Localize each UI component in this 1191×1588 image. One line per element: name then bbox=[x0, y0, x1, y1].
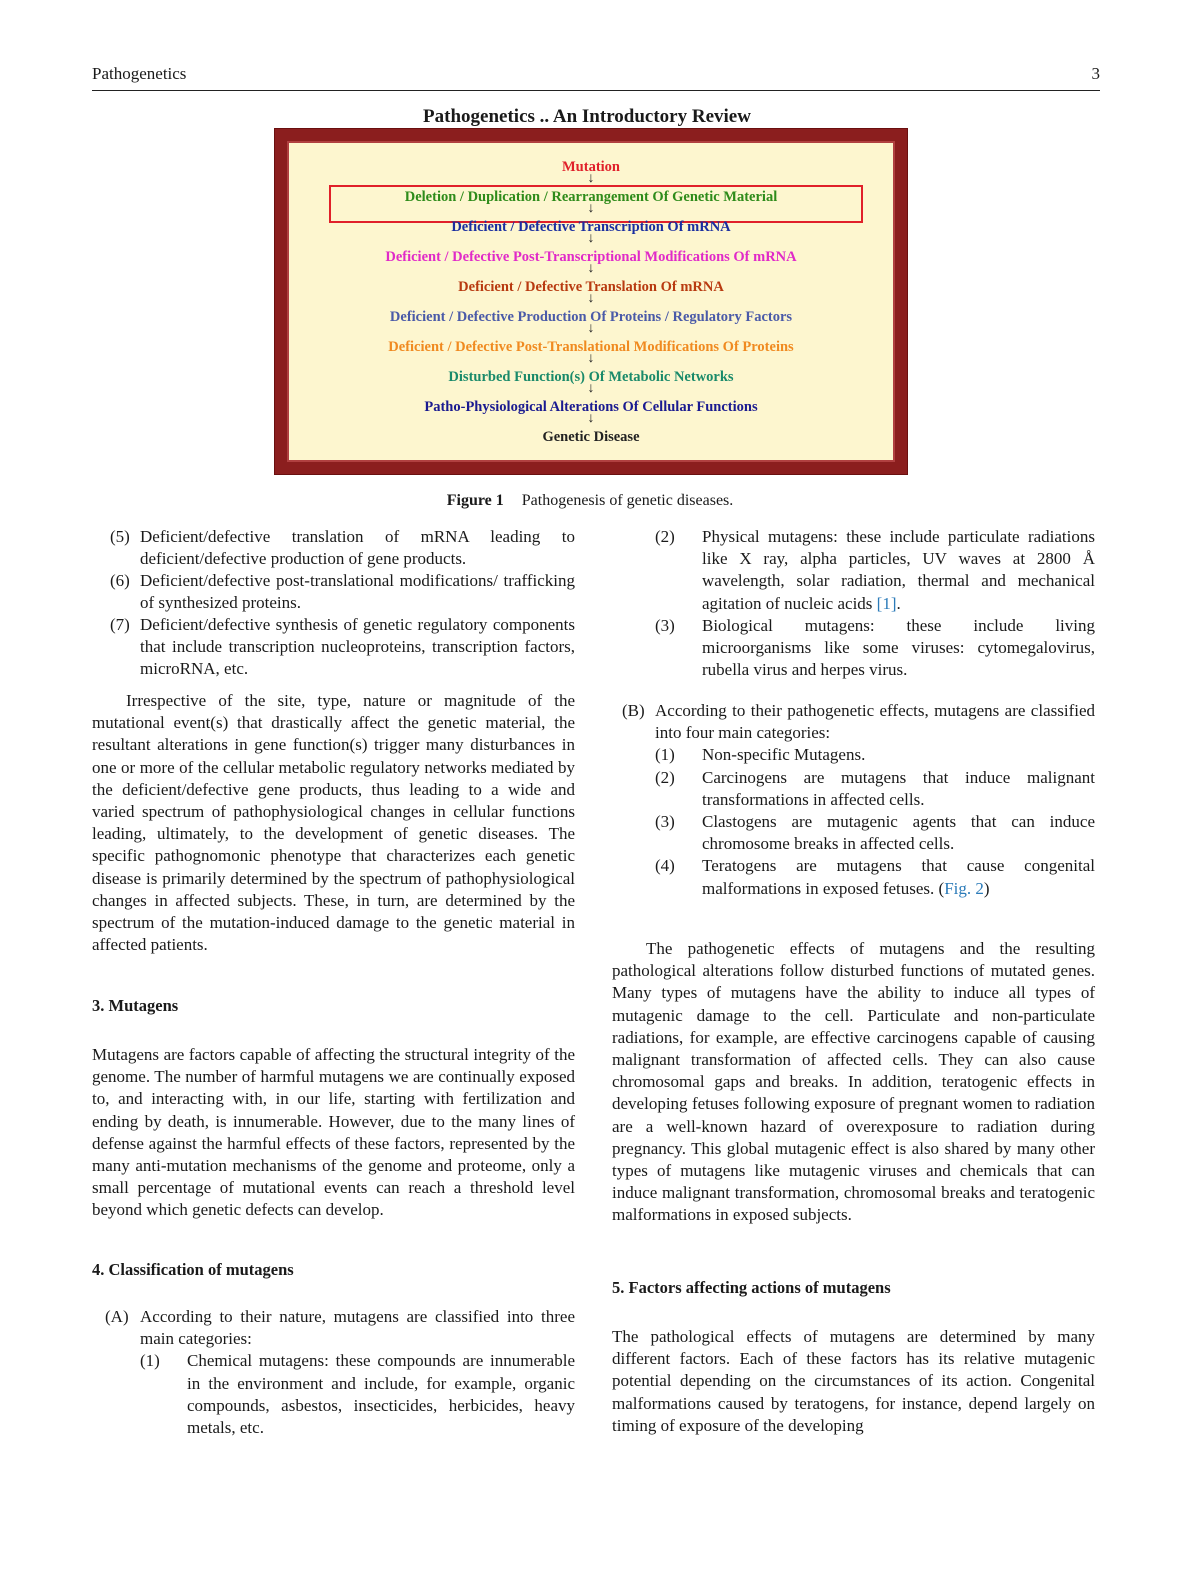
group-b-item-text: Non-specific Mutagens. bbox=[702, 745, 866, 765]
figure-flowchart bbox=[275, 129, 907, 474]
group-b-item bbox=[655, 811, 1095, 855]
item-tail: ) bbox=[983, 878, 990, 898]
section-3-text: Mutagens are factors capable of affecting the structural integrity of the genome. The number of harmful mutagens we are continually exposed to, and interacting with, in our life, starting with fertilization and ending by death, is innumerable. However, due to the many lines of defense against the harmful effects of these factors, represented by the many anti-mutation mechanisms of the genome and proteome, only a small percentage of mutational events can reach a threshold level beyond which genetic defects can develop. bbox=[92, 1045, 575, 1220]
list-item-label: (7) bbox=[110, 615, 130, 634]
running-title: Pathogenetics bbox=[92, 64, 187, 83]
page-number: 3 bbox=[1091, 64, 1100, 83]
item-tail: . bbox=[896, 593, 901, 613]
flow-step: Genetic Disease bbox=[542, 429, 640, 445]
group-b-item bbox=[655, 744, 1095, 766]
flow-step: Deficient / Defective Transcription Of mRNA bbox=[451, 219, 731, 235]
list-item-label: (6) bbox=[110, 571, 130, 590]
flow-step: Patho-Physiological Alterations Of Cellular Functions bbox=[424, 399, 758, 415]
section-heading-factors: 5. Factors affecting actions of mutagens bbox=[612, 1278, 891, 1297]
down-arrow-icon: ↓ bbox=[587, 381, 595, 396]
group-a-item-text: Biological mutagens: these include living microorganisms like some viruses: cytomegalovirus, rubella virus and herpes virus. bbox=[702, 615, 1095, 680]
figure-title: Pathogenetics .. An Introductory Review bbox=[423, 106, 751, 127]
flow-step: Deficient / Defective Translation Of mRNA bbox=[458, 279, 724, 295]
citation-link[interactable]: [1] bbox=[876, 593, 897, 613]
figure-caption-text: Pathogenesis of genetic diseases. bbox=[521, 492, 734, 509]
down-arrow-icon: ↓ bbox=[587, 411, 595, 426]
flow-step: Deficient / Defective Production Of Proteins / Regulatory Factors bbox=[389, 309, 793, 325]
down-arrow-icon: ↓ bbox=[587, 171, 595, 186]
flow-step: Disturbed Function(s) Of Metabolic Networks bbox=[448, 369, 734, 385]
group-b-item-text bbox=[702, 855, 1095, 899]
down-arrow-icon: ↓ bbox=[587, 231, 595, 246]
group-b-item-text: Carcinogens are mutagens that induce malignant transformations in affected cells. bbox=[702, 767, 1095, 809]
down-arrow-icon: ↓ bbox=[587, 321, 595, 336]
list-item-text: Deficient/defective translation of mRNA leading to deficient/defective production of gene products. bbox=[140, 527, 575, 569]
group-a-text: According to their nature, mutagens are classified into three main categories: bbox=[140, 1307, 575, 1349]
group-b bbox=[622, 700, 1095, 900]
down-arrow-icon: ↓ bbox=[587, 291, 595, 306]
group-b-item-label: (3) bbox=[655, 812, 675, 832]
figure-caption-label: Figure 1 bbox=[446, 492, 504, 509]
list-item-text: Deficient/defective post-translational modifications/ trafficking of synthesized proteins. bbox=[140, 571, 575, 613]
group-a-item-text bbox=[702, 526, 1095, 615]
section-heading-mutagens: 3. Mutagens bbox=[92, 996, 179, 1015]
group-b-text: According to their pathogenetic effects, mutagens are classified into four main categories: bbox=[655, 701, 1095, 743]
group-b-item-label: (2) bbox=[655, 767, 675, 787]
group-a-item-text: Chemical mutagens: these compounds are innumerable in the environment and include, for example, organic compounds, asbestos, insecticides, herbicides, heavy metals, etc. bbox=[187, 1351, 575, 1438]
group-b-item-text: Clastogens are mutagenic agents that can induce chromosome breaks in affected cells. bbox=[702, 812, 1095, 854]
group-b-item bbox=[655, 767, 1095, 811]
down-arrow-icon: ↓ bbox=[587, 351, 595, 366]
group-b-list bbox=[655, 744, 1095, 899]
list-item bbox=[110, 614, 575, 681]
figure-link[interactable]: Fig. 2 bbox=[944, 878, 984, 898]
group-a-continued bbox=[655, 526, 1095, 681]
section-5-text: The pathological effects of mutagens are determined by many different factors. Each of these factors has its relative mutagenic potential depending on the circumstances of its action. Congenital malformations caused by teratogens, for instance, depend largely on timing of exposure of the developing bbox=[612, 1327, 1095, 1435]
flow-step: Deficient / Defective Post-Translational Modifications Of Proteins bbox=[388, 339, 794, 355]
running-header bbox=[92, 64, 1100, 91]
flow-step: Mutation bbox=[562, 159, 620, 175]
list-item-text: Deficient/defective synthesis of genetic regulatory components that include transcription nucleoproteins, transcription factors, microRNA, etc. bbox=[140, 615, 575, 679]
list-item bbox=[110, 526, 575, 570]
group-b-item bbox=[655, 855, 1095, 899]
figure-caption bbox=[270, 492, 910, 510]
group-b-item-label: (1) bbox=[655, 745, 675, 765]
group-a-item bbox=[140, 1350, 575, 1439]
body-paragraph: Irrespective of the site, type, nature or magnitude of the mutational event(s) that drastically affect the genetic material, the resultant alterations in gene function(s) trigger many disturbances in one or more of the cellular metabolic regulatory networks mediated by the deficient/defective gene products, thus leading to a wide and varied spectrum of pathophysiological changes in cellular functions leading, ultimately, to the development of genetic diseases. The specific pathognomonic phenotype that characterizes each genetic disease is primarily determined by the spectrum of pathophysiological changes in affected subjects. These, in turn, are determined by the spectrum of the mutation-induced damage to the genetic material in affected patients. bbox=[92, 691, 575, 955]
flow-step: Deletion / Duplication / Rearrangement Of Genetic Material bbox=[404, 189, 778, 205]
group-a-item-label: (1) bbox=[140, 1351, 160, 1371]
section-heading-classification: 4. Classification of mutagens bbox=[92, 1260, 294, 1279]
group-a-label: (A) bbox=[105, 1307, 129, 1326]
group-a bbox=[105, 1306, 575, 1439]
list-item-label: (5) bbox=[110, 527, 130, 546]
down-arrow-icon: ↓ bbox=[587, 261, 595, 276]
list-item bbox=[110, 570, 575, 614]
group-b-item-label: (4) bbox=[655, 856, 675, 876]
down-arrow-icon: ↓ bbox=[587, 201, 595, 216]
group-a-item-label: (2) bbox=[655, 527, 675, 546]
flowchart-steps bbox=[287, 141, 895, 462]
group-a-item bbox=[655, 615, 1095, 682]
group-b-label: (B) bbox=[622, 701, 645, 720]
group-a-item-label: (3) bbox=[655, 615, 675, 635]
flow-step: Deficient / Defective Post-Transcriptional Modifications Of mRNA bbox=[385, 249, 797, 265]
body-paragraph: The pathogenetic effects of mutagens and the resulting pathological alterations follow disturbed functions of mutated genes. Many types of mutagens have the ability to induce all types of mutagenic damage to the cell. Particulate and non-particulate radiations, for example, are effective carcinogens capable of causing malignant transformation of affected cells. They can also cause chromosomal gaps and breaks. In addition, teratogenic effects in developing fetuses following exposure of pregnant women to radiation are a well-known hazard of overexposure to radiation during pregnancy. This global mutagenic effect is also shared by many other types of mutagens like mutagenic viruses and chemicals that can induce malignant transformation, chromosomal breaks and teratogenic malformations in exposed subjects. bbox=[612, 939, 1095, 1225]
group-a-item bbox=[655, 526, 1095, 615]
group-b-item-body: Teratogens are mutagens that cause congenital malformations in exposed fetuses. ( bbox=[702, 856, 1095, 898]
group-a-item-body: Physical mutagens: these include particulate radiations like X ray, alpha particles, UV waves at 2800 Å wavelength, solar radiation, thermal and mechanical agitation of nucleic acids bbox=[702, 527, 1095, 613]
